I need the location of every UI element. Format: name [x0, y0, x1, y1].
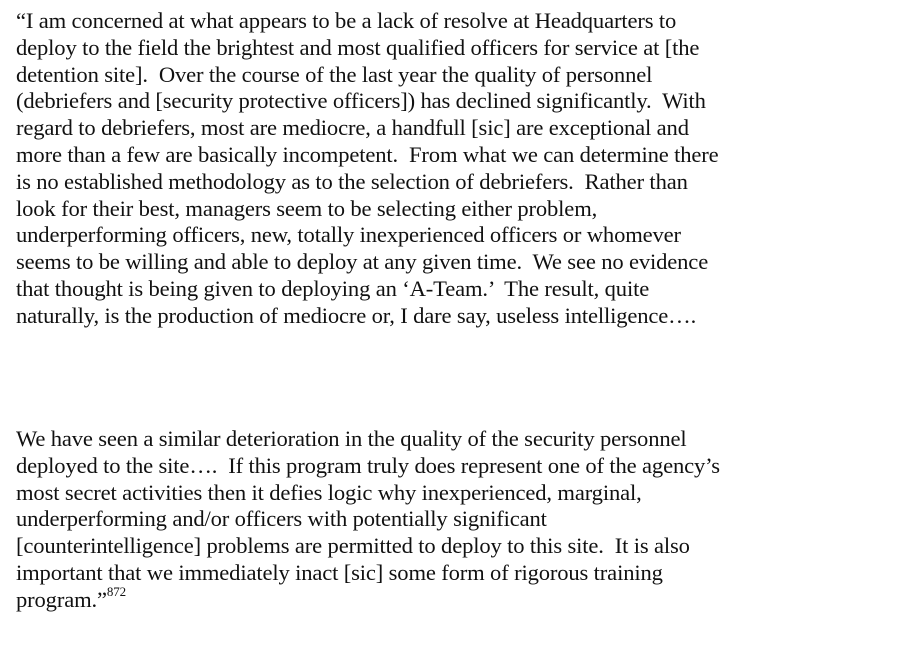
- text-line: is no established methodology as to the selection of debriefers. Rather than: [16, 168, 688, 194]
- text-line: look for their best, managers seem to be selecting either problem,: [16, 195, 598, 221]
- last-text-line: [16, 584, 720, 614]
- text-line: deploy to the field the brightest and most qualified officers for service at [the: [16, 34, 700, 60]
- text-line: regard to debriefers, most are mediocre, a handfull [sic] are exceptional and: [16, 115, 689, 141]
- last-line-text: program.”: [16, 586, 107, 612]
- text-line: [counterintelligence] problems are permitted to deploy to this site. It is also: [16, 533, 690, 559]
- text-line: more than a few are basically incompetent. From what we can determine there: [16, 141, 719, 167]
- text-line: most secret activities then it defies logic why inexperienced, marginal,: [16, 479, 642, 505]
- text-line: that thought is being given to deploying an ‘A-Team.’ The result, quite: [16, 275, 650, 301]
- text-line: (debriefers and [security protective officers]) has declined significantly. With: [16, 88, 706, 114]
- text-line: underperforming officers, new, totally inexperienced officers or whomever: [16, 222, 681, 248]
- text-line: “I am concerned at what appears to be a lack of resolve at Headquarters to: [16, 8, 677, 33]
- text-line: seems to be willing and able to deploy at any given time. We see no evidence: [16, 249, 709, 275]
- quote-paragraph-2: [16, 426, 720, 614]
- text-line: We have seen a similar deterioration in the quality of the security personnel: [16, 426, 687, 451]
- text-line: important that we immediately inact [sic] some form of rigorous training: [16, 559, 663, 585]
- text-line: naturally, is the production of mediocre or, I dare say, useless intelligence….: [16, 302, 697, 328]
- quote-paragraph-1: [16, 8, 719, 330]
- footnote-reference[interactable]: 872: [106, 584, 126, 600]
- text-line: detention site]. Over the course of the last year the quality of personnel: [16, 61, 653, 87]
- text-line: deployed to the site…. If this program truly does represent one of the agency’s: [16, 452, 720, 478]
- text-line: underperforming and/or officers with potentially significant: [16, 506, 547, 532]
